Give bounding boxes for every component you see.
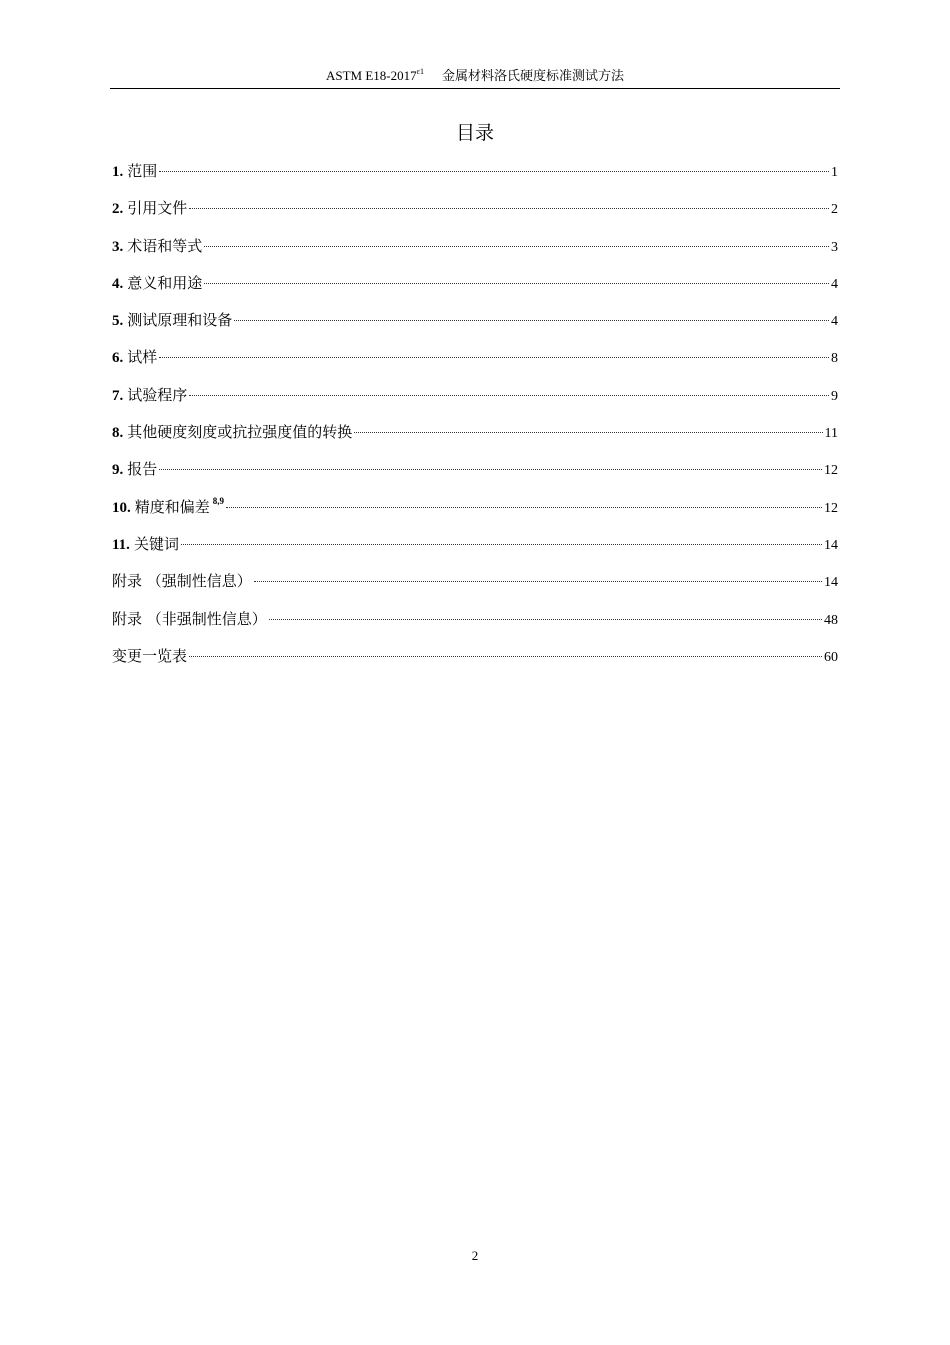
toc-leader-dots: [269, 619, 822, 620]
toc-leader-dots: [254, 581, 822, 582]
toc-entry-text: 变更一览表: [112, 646, 188, 665]
toc-leader-dots: [159, 469, 822, 470]
toc-entry-page: 14: [824, 537, 838, 553]
toc-entry-label: [112, 458, 157, 481]
toc-entry[interactable]: [112, 496, 838, 533]
toc-entry-page: 48: [824, 612, 838, 628]
toc-entry-number: 4.: [112, 275, 124, 292]
toc-entry-page: 12: [824, 463, 838, 479]
toc-entry-page: 3: [831, 239, 838, 255]
toc-entry-page: 8: [831, 351, 838, 367]
toc-entry-number: 8.: [112, 425, 124, 442]
header-edition: ε1: [416, 67, 424, 76]
toc-entry-footnote-ref: 8,9: [212, 495, 225, 506]
toc-entry-text: 引用文件: [127, 199, 188, 218]
toc-entry-label: [112, 272, 202, 295]
toc-leader-dots: [181, 544, 822, 545]
toc-entry-page: 14: [824, 575, 838, 591]
toc-title: 目录: [455, 123, 494, 144]
toc-entry[interactable]: [112, 235, 838, 272]
toc-entry-text: 附录 （非强制性信息）: [112, 609, 267, 628]
toc-entry-label: [112, 421, 352, 444]
toc-entry-text: 范围: [127, 162, 158, 180]
toc-entry[interactable]: [112, 533, 838, 570]
toc-entry-label: [112, 570, 252, 592]
toc-entry-number: 7.: [112, 387, 124, 404]
toc-entry-number: 2.: [112, 201, 124, 218]
toc-leader-dots: [226, 507, 822, 508]
toc-entry-text: 其他硬度刻度或抗拉强度值的转换: [127, 423, 353, 442]
toc-entry-number: 11.: [112, 536, 130, 553]
toc-entry[interactable]: [112, 272, 838, 309]
toc-entry-label: [112, 533, 179, 556]
toc-entry-text: 关键词: [133, 534, 179, 553]
toc-entry-label: [112, 309, 232, 332]
toc-entry-label: [112, 645, 187, 667]
toc-entry-number: 5.: [112, 313, 124, 330]
toc-entry-text: 试样: [127, 348, 158, 367]
toc-entry[interactable]: [112, 346, 838, 383]
toc-leader-dots: [159, 171, 829, 172]
toc-entry[interactable]: [112, 608, 838, 645]
toc-entry-page: 2: [831, 202, 838, 218]
toc-entry-page: 11: [824, 426, 838, 442]
table-of-contents: [112, 160, 838, 682]
header-rule: [110, 88, 840, 89]
toc-entry-page: 1: [831, 165, 838, 180]
page-number: 2: [471, 1248, 479, 1263]
toc-leader-dots: [189, 656, 822, 657]
toc-entry-label: [112, 346, 157, 369]
toc-entry-number: 10.: [112, 499, 131, 516]
toc-entry-text: 精度和偏差: [134, 497, 210, 516]
toc-entry-text: 术语和等式: [127, 236, 203, 255]
running-header: [110, 66, 840, 88]
toc-leader-dots: [204, 246, 829, 247]
toc-entry[interactable]: [112, 160, 838, 197]
toc-leader-dots: [204, 283, 829, 284]
toc-entry[interactable]: [112, 309, 838, 346]
toc-entry-text: 意义和用途: [127, 273, 203, 292]
header-title: 金属材料洛氏硬度标准测试方法: [441, 68, 624, 83]
toc-entry[interactable]: [112, 384, 838, 421]
toc-entry-number: 9.: [112, 462, 124, 479]
toc-entry[interactable]: [112, 458, 838, 495]
toc-entry-text: 测试原理和设备: [127, 311, 233, 330]
toc-entry[interactable]: [112, 197, 838, 234]
toc-leader-dots: [234, 320, 829, 321]
toc-entry[interactable]: [112, 421, 838, 458]
toc-leader-dots: [189, 208, 829, 209]
toc-entry-page: 60: [824, 649, 838, 665]
toc-entry-label: [112, 160, 157, 183]
toc-leader-dots: [354, 432, 822, 433]
toc-entry-label: [112, 197, 187, 220]
toc-entry[interactable]: [112, 570, 838, 607]
toc-entry-number: 1.: [112, 164, 124, 180]
toc-leader-dots: [159, 357, 829, 358]
header-standard: ASTM E18-2017: [325, 68, 417, 83]
toc-entry-page: 12: [824, 500, 838, 516]
toc-entry-label: [112, 608, 267, 630]
toc-entry-text: 报告: [127, 460, 158, 479]
toc-entry[interactable]: [112, 645, 838, 682]
toc-entry-text: 附录 （强制性信息）: [112, 572, 252, 591]
toc-entry-number: 6.: [112, 350, 124, 367]
toc-entry-page: 4: [831, 276, 838, 292]
toc-entry-page: 9: [831, 388, 838, 404]
toc-entry-text: 试验程序: [127, 385, 188, 404]
toc-leader-dots: [189, 395, 829, 396]
toc-entry-page: 4: [831, 314, 838, 330]
toc-entry-label: [112, 235, 202, 258]
toc-entry-label: [112, 384, 187, 407]
toc-entry-number: 3.: [112, 238, 124, 255]
toc-entry-label: [112, 496, 224, 519]
